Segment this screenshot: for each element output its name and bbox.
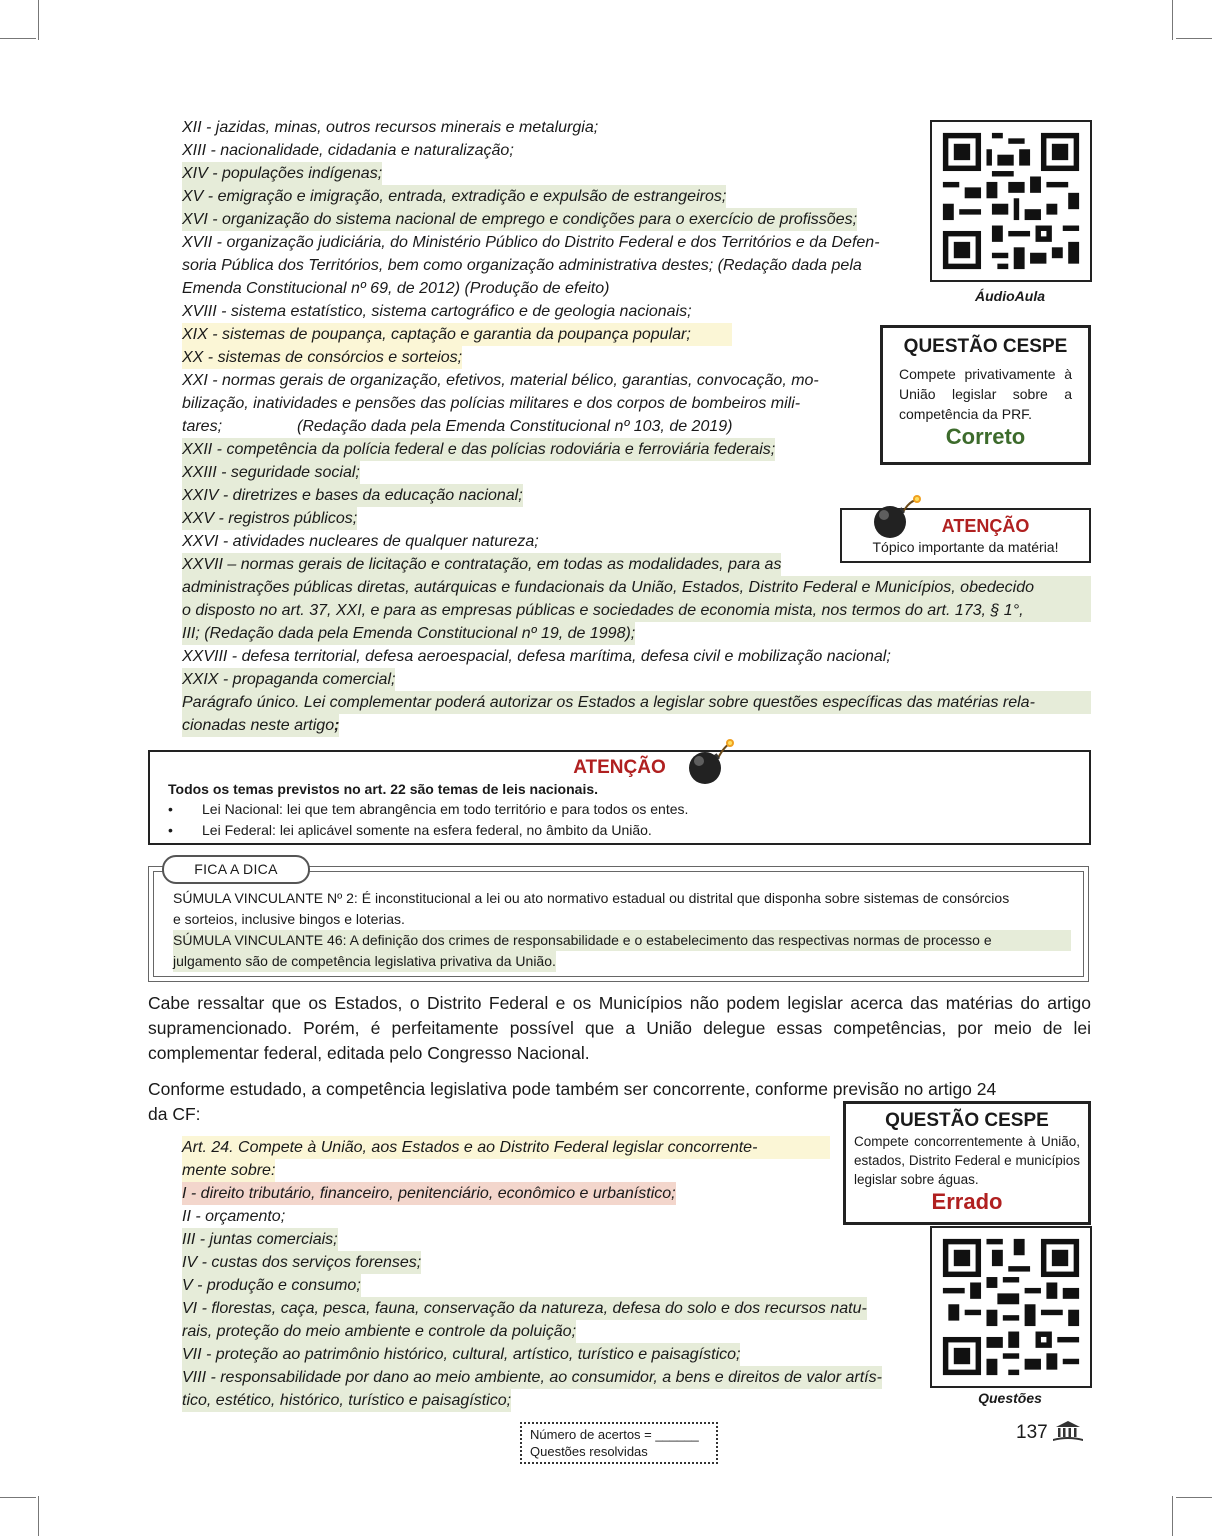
art24-item-v: V - produção e consumo; xyxy=(182,1274,361,1297)
paragrafo-unico-line1: Parágrafo único. Lei complementar poderá autorizar os Estados a legislar sobre questões específicas das matérias rela- xyxy=(182,691,1091,714)
atencao-box-art22 xyxy=(148,750,1091,845)
art22-item-xiv: XIV - populações indígenas; xyxy=(182,162,382,185)
art22-item-xvii-line2: soria Pública dos Territórios, bem como organização administrativa destes; (Redação dada pela xyxy=(182,257,862,274)
art22-item-xxv: XXV - registros públicos; xyxy=(182,507,357,530)
art22-item-xiii: XIII - nacionalidade, cidadania e naturalização; xyxy=(182,142,514,159)
art22-item-xxiii: XXIII - seguridade social; xyxy=(182,461,360,484)
art24-item-viii-line2: tico, estético, histórico, turístico e paisagístico; xyxy=(182,1389,511,1412)
bullet-dot-icon: • xyxy=(168,822,173,838)
art22-item-xix: XIX - sistemas de poupança, captação e garantia da poupança popular; xyxy=(182,323,732,346)
art24-caput-line1: Art. 24. Compete à União, aos Estados e ao Distrito Federal legislar concorrente- xyxy=(182,1136,830,1159)
paragrafo-unico-end: ; xyxy=(334,717,340,734)
art24-caput-line2: mente sobre: xyxy=(182,1159,275,1182)
questao-cespe-title: QUESTÃO CESPE xyxy=(885,1110,1049,1131)
art22-item-xxiv: XXIV - diretrizes e bases da educação nacional; xyxy=(182,484,523,507)
bomb-icon xyxy=(683,736,743,786)
acertos-label: Número de acertos = ______ xyxy=(530,1427,699,1442)
sumula-2-line2: e sorteios, inclusive bingos e loterias. xyxy=(173,911,405,927)
questao-cespe-body: Compete privativamente à União legislar sobre a competência da PRF. xyxy=(899,366,1072,422)
art22-item-xvii-line3: Emenda Constitucional nº 69, de 2012) (Produção de efeito) xyxy=(182,280,610,297)
questao-cespe-body: Compete concorrentemente à União, estados, Distrito Federal e municípios legislar sobre águas. xyxy=(854,1134,1080,1187)
crop-mark xyxy=(0,1497,36,1498)
art22-item-xxix: XXIX - propaganda comercial; xyxy=(182,668,395,691)
atencao-bullet-text: Lei Federal: lei aplicável somente na esfera federal, no âmbito da União. xyxy=(202,822,652,838)
questao-cespe-box-1 xyxy=(880,325,1091,465)
art22-item-xxi-line3b: (Redação dada pela Emenda Constitucional nº 103, de 2019) xyxy=(297,418,733,435)
paragrafo-unico-text: cionadas neste artigo xyxy=(182,717,335,734)
paragraph-concorrente-line1: Conforme estudado, a competência legislativa pode também ser concorrente, conforme previsão no artigo 24 xyxy=(148,1079,997,1099)
sumula-46-line2: julgamento são de competência legislativa privativa da União. xyxy=(173,951,556,972)
art24-item-viii-line1: VIII - responsabilidade por dano ao meio ambiente, ao consumidor, a bens e direitos de valor artís- xyxy=(182,1366,882,1389)
paragraph-concorrente-line2: da CF: xyxy=(148,1104,201,1124)
atencao-bullet-text: Lei Nacional: lei que tem abrangência em todo território e para todos os entes. xyxy=(202,801,689,817)
questao-cespe-box-2 xyxy=(843,1101,1091,1225)
qr-caption-questoes: Questões xyxy=(978,1390,1042,1406)
art22-item-xvi: XVI - organização do sistema nacional de emprego e condições para o exercício de profissões; xyxy=(182,208,857,231)
crop-mark xyxy=(1176,38,1212,39)
atencao-title: ATENÇÃO xyxy=(941,516,1030,536)
questoes-resolvidas-label: Questões resolvidas xyxy=(530,1444,648,1459)
paragraph-delegacao: Cabe ressaltar que os Estados, o Distrito Federal e os Municípios não podem legislar acerca das matérias do artigo supramencionado. Porém, é perfeitamente possível que a União delegue essas competências, por meio de lei complementar federal, editada pelo Congresso Nacional. xyxy=(148,993,1091,1063)
art22-item-xxviii: XXVIII - defesa territorial, defesa aeroespacial, defesa marítima, defesa civil e mobilização nacional; xyxy=(182,648,891,665)
art22-item-xvii-line1: XVII - organização judiciária, do Ministério Público do Distrito Federal e dos Territórios e da Defen- xyxy=(182,234,880,251)
page-number: 137 xyxy=(1016,1422,1048,1443)
book-building-icon xyxy=(1052,1420,1084,1442)
crop-mark xyxy=(38,0,39,40)
crop-mark xyxy=(1172,0,1173,40)
art22-item-xxvii-line4: III; (Redação dada pela Emenda Constitucional nº 19, de 1998); xyxy=(182,622,635,645)
qr-code-questoes[interactable] xyxy=(930,1226,1092,1388)
bomb-icon xyxy=(868,490,928,540)
art22-item-xxi-line3a: tares; xyxy=(182,418,223,435)
qr-code-audioaula[interactable] xyxy=(930,120,1092,282)
art24-item-i: I - direito tributário, financeiro, penitenciário, econômico e urbanístico; xyxy=(182,1182,676,1205)
crop-mark xyxy=(38,1496,39,1536)
crop-mark xyxy=(1176,1497,1212,1498)
questao-cespe-title: QUESTÃO CESPE xyxy=(903,336,1068,357)
art22-item-xxvii-line1: XXVII – normas gerais de licitação e contratação, em todas as modalidades, para as xyxy=(182,553,781,576)
art22-item-xxi-line1: XXI - normas gerais de organização, efetivos, material bélico, garantias, convocação, mo- xyxy=(182,372,819,389)
art24-item-iii: III - juntas comerciais; xyxy=(182,1228,338,1251)
crop-mark xyxy=(1172,1496,1173,1536)
qr-code-icon xyxy=(932,122,1090,280)
qr-code-icon xyxy=(932,1228,1090,1386)
art24-item-ii: II - orçamento; xyxy=(182,1208,286,1225)
fica-a-dica-tab: FICA A DICA xyxy=(162,855,310,884)
art24-item-vi-line1: VI - florestas, caça, pesca, fauna, conservação da natureza, defesa do solo e dos recursos natu- xyxy=(182,1297,867,1320)
questao-cespe-answer: Errado xyxy=(931,1189,1003,1214)
atencao-big-title: ATENÇÃO xyxy=(573,757,666,778)
art22-item-xv: XV - emigração e imigração, entrada, extradição e expulsão de estrangeiros; xyxy=(182,185,726,208)
art22-item-xx: XX - sistemas de consórcios e sorteios; xyxy=(182,346,462,369)
art22-item-xxi-line2: bilização, inatividades e pensões das polícias militares e dos corpos de bombeiros mili- xyxy=(182,395,801,412)
bullet-dot-icon: • xyxy=(168,801,173,817)
art22-item-xviii: XVIII - sistema estatístico, sistema cartográfico e de geologia nacionais; xyxy=(182,303,692,320)
atencao-bullet xyxy=(168,820,1071,841)
atencao-bullet xyxy=(168,799,1071,820)
questao-cespe-answer: Correto xyxy=(945,424,1026,449)
art22-item-xxvii-line2: administrações públicas diretas, autárquicas e fundacionais da União, Estados, Distrito Federal e Municípios, obedecido xyxy=(182,576,1091,599)
crop-mark xyxy=(0,38,36,39)
atencao-body: Tópico importante da matéria! xyxy=(872,539,1059,555)
sumula-2-line1: SÚMULA VINCULANTE Nº 2: É inconstitucional a lei ou ato normativo estadual ou distrital que disponha sobre sistemas de consórcios xyxy=(173,890,1010,906)
acertos-box xyxy=(520,1422,718,1464)
art22-item-xxii: XXII - competência da polícia federal e das polícias rodoviária e ferroviária federais; xyxy=(182,438,775,461)
art22-item-xxvii-line3: o disposto no art. 37, XXI, e para as empresas públicas e sociedades de economia mista, nos termos do art. 173, § 1°, xyxy=(182,599,1091,622)
qr-caption-audioaula: ÁudioAula xyxy=(975,288,1045,304)
art24-item-vii: VII - proteção ao patrimônio histórico, cultural, artístico, turístico e paisagístico; xyxy=(182,1343,740,1366)
art22-item-xxvi: XXVI - atividades nucleares de qualquer natureza; xyxy=(182,533,539,550)
art24-item-vi-line2: rais, proteção do meio ambiente e controle da poluição; xyxy=(182,1320,576,1343)
art22-item-xii: XII - jazidas, minas, outros recursos minerais e metalurgia; xyxy=(182,119,599,136)
atencao-big-lead: Todos os temas previstos no art. 22 são temas de leis nacionais. xyxy=(168,781,599,797)
paragrafo-unico-line2 xyxy=(182,714,339,737)
sumula-46-line1: SÚMULA VINCULANTE 46: A definição dos crimes de responsabilidade e o estabelecimento das respectivas normas de processo e xyxy=(173,930,1071,951)
art24-item-iv: IV - custas dos serviços forenses; xyxy=(182,1251,421,1274)
